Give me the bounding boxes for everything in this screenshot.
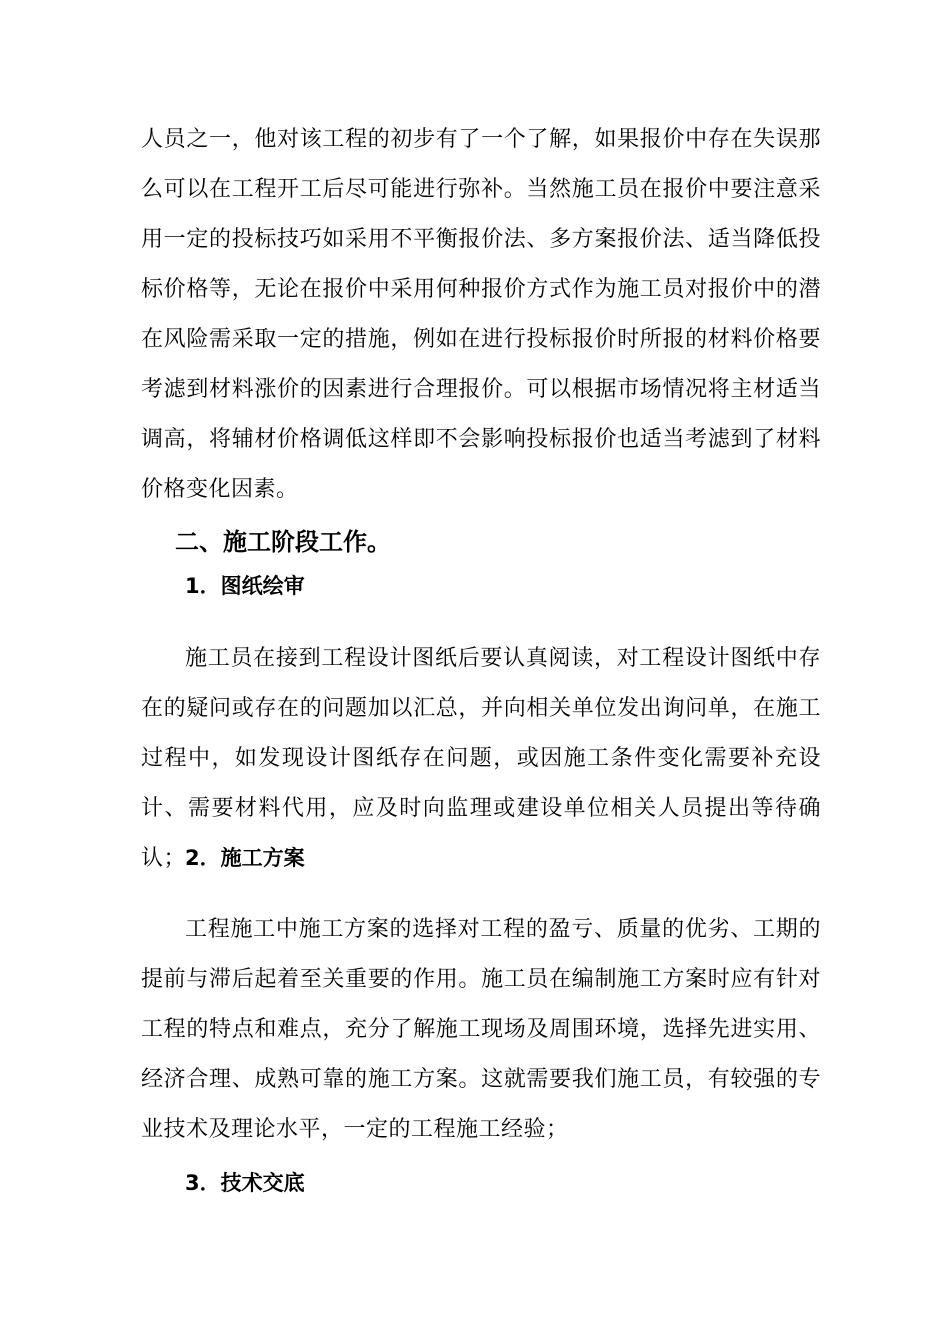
item-heading-construction-plan: 2．施工方案 [185, 846, 305, 870]
item-heading-technical-briefing: 3．技术交底 [185, 1171, 305, 1195]
paragraph-drawing-review: 施工员在接到工程设计图纸后要认真阅读，对工程设计图纸中存在的疑问或存在的问题加以汇总，并向相关单位发出询问单，在施工过程中，如发现设计图纸存在问题，或因施工条件变化需要补充设计、需要材料代用，应及时向监理或建设单位相关人员提出等待确认； [141, 646, 821, 871]
section-heading-construction-stage: 二、施工阶段工作。 [175, 528, 391, 556]
paragraph-construction-plan: 工程施工中施工方案的选择对工程的盈亏、质量的优劣、工期的提前与滞后起着至关重要的作用。施工员在编制施工方案时应有针对工程的特点和难点，充分了解施工现场及周围环境，选择先进实用、经济合理、成熟可靠的施工方案。这就需要我们施工员，有较强的专业技术及理论水平，一定的工程施工经验； [141, 917, 821, 1142]
item-heading-drawing-review: 1．图纸绘审 [185, 574, 305, 598]
paragraph-quotation-risk: 人员之一，他对该工程的初步有了一个了解，如果报价中存在失误那么可以在工程开工后尽可能进行弥补。当然施工员在报价中要注意采用一定的投标技巧如采用不平衡报价法、多方案报价法、适当降低投标价格等，无论在报价中采用何种报价方式作为施工员对报价中的潜在风险需采取一定的措施，例如在进行投标报价时所报的材料价格要考滤到材料涨价的因素进行合理报价。可以根据市场情况将主材适当调高，将辅材价格调低这样即不会影响投标报价也适当考滤到了材料价格变化因素。 [141, 127, 821, 502]
